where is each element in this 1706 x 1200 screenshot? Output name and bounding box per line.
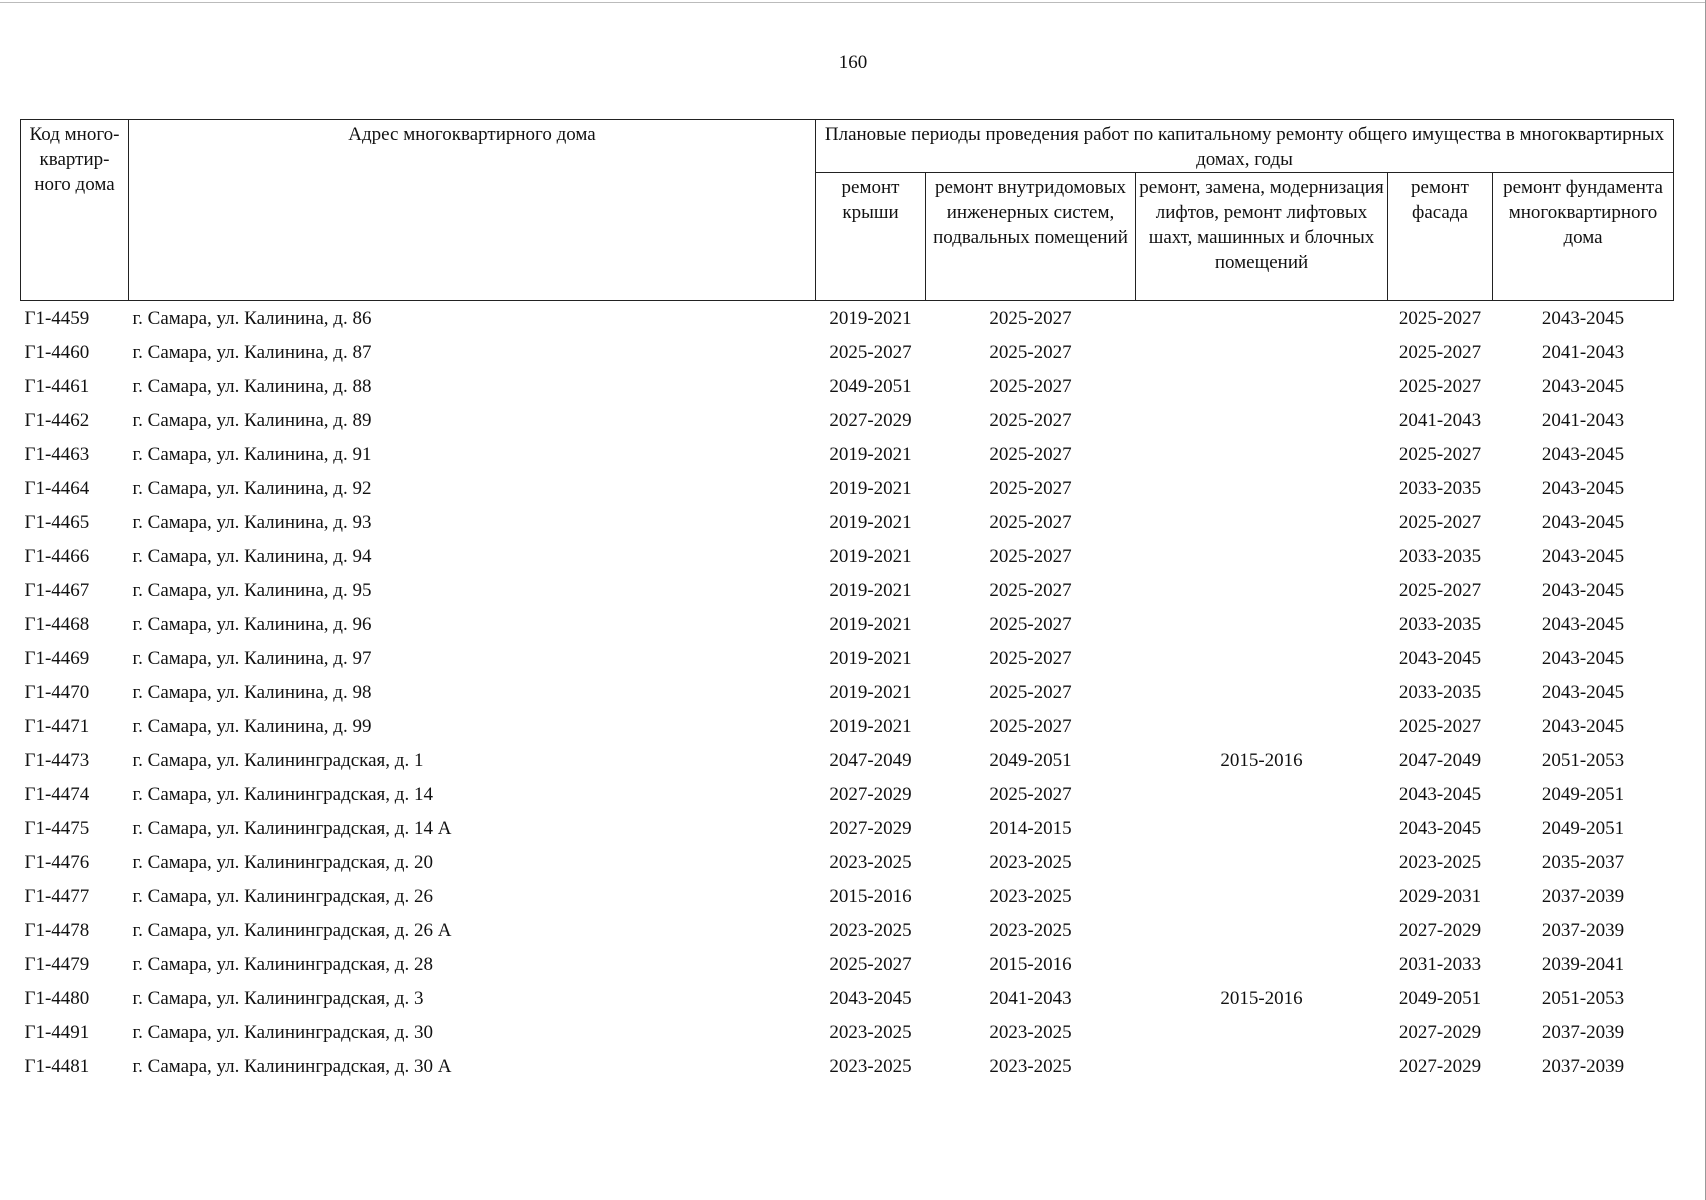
cell-address: г. Самара, ул. Калининградская, д. 14 xyxy=(132,783,433,805)
table-row xyxy=(21,607,1674,641)
cell-foundation: 2043-2045 xyxy=(1541,613,1625,635)
cell-foundation: 2043-2045 xyxy=(1541,579,1625,601)
cell-engineering: 2023-2025 xyxy=(989,1055,1072,1077)
cell-facade: 2041-2043 xyxy=(1398,409,1482,431)
cell-facade: 2043-2045 xyxy=(1398,647,1482,669)
cell-facade: 2033-2035 xyxy=(1398,545,1482,567)
cell-elevators xyxy=(1136,335,1388,369)
cell-foundation: 2039-2041 xyxy=(1541,953,1625,975)
cell-code: Г1-4481 xyxy=(24,1055,90,1077)
cell-code: Г1-4473 xyxy=(24,749,90,771)
cell-code: Г1-4478 xyxy=(24,919,90,941)
cell-engineering: 2015-2016 xyxy=(989,953,1072,975)
cell-foundation: 2043-2045 xyxy=(1541,511,1625,533)
cell-foundation: 2043-2045 xyxy=(1541,375,1625,397)
cell-code: Г1-4469 xyxy=(24,647,90,669)
cell-code: Г1-4471 xyxy=(24,715,90,737)
cell-roof: 2049-2051 xyxy=(829,375,912,397)
cell-engineering: 2049-2051 xyxy=(989,749,1072,771)
cell-foundation: 2043-2045 xyxy=(1541,545,1625,567)
cell-facade: 2027-2029 xyxy=(1398,1021,1482,1043)
cell-address: г. Самара, ул. Калинина, д. 96 xyxy=(132,613,372,635)
cell-elevators xyxy=(1136,1049,1388,1083)
table-row xyxy=(21,811,1674,845)
cell-roof: 2015-2016 xyxy=(829,885,912,907)
cell-address: г. Самара, ул. Калининградская, д. 14 А xyxy=(132,817,452,839)
table-row xyxy=(21,641,1674,675)
cell-address: г. Самара, ул. Калининградская, д. 3 xyxy=(132,987,424,1009)
cell-code: Г1-4462 xyxy=(24,409,90,431)
cell-facade: 2025-2027 xyxy=(1398,579,1482,601)
cell-address: г. Самара, ул. Калинина, д. 95 xyxy=(132,579,372,601)
cell-roof: 2043-2045 xyxy=(829,987,912,1009)
cell-roof: 2019-2021 xyxy=(829,681,912,703)
table-header xyxy=(21,120,1674,301)
cell-address: г. Самара, ул. Калинина, д. 99 xyxy=(132,715,372,737)
cell-code: Г1-4464 xyxy=(24,477,90,499)
cell-code: Г1-4477 xyxy=(24,885,90,907)
header-roof: ремонт крыши xyxy=(816,173,926,301)
cell-roof: 2019-2021 xyxy=(829,545,912,567)
cell-roof: 2027-2029 xyxy=(829,783,912,805)
cell-roof: 2019-2021 xyxy=(829,477,912,499)
page-number: 160 xyxy=(838,52,868,73)
cell-roof: 2019-2021 xyxy=(829,511,912,533)
cell-engineering: 2025-2027 xyxy=(989,511,1072,533)
cell-foundation: 2035-2037 xyxy=(1541,851,1625,873)
cell-facade: 2025-2027 xyxy=(1398,511,1482,533)
cell-code: Г1-4491 xyxy=(24,1021,90,1043)
table-row xyxy=(21,403,1674,437)
cell-elevators xyxy=(1136,913,1388,947)
header-periods-group: Плановые периоды проведения работ по капитальному ремонту общего имущества в многоквартирных домах, годы xyxy=(816,120,1674,173)
cell-code: Г1-4463 xyxy=(24,443,90,465)
cell-engineering: 2023-2025 xyxy=(989,919,1072,941)
cell-foundation: 2051-2053 xyxy=(1541,749,1625,771)
cell-foundation: 2043-2045 xyxy=(1541,681,1625,703)
table-row xyxy=(21,505,1674,539)
table-row xyxy=(21,947,1674,981)
cell-foundation: 2043-2045 xyxy=(1541,715,1625,737)
cell-elevators xyxy=(1136,947,1388,981)
cell-address: г. Самара, ул. Калининградская, д. 26 xyxy=(132,885,433,907)
cell-facade: 2027-2029 xyxy=(1398,919,1482,941)
cell-facade: 2031-2033 xyxy=(1398,953,1482,975)
cell-elevators xyxy=(1136,641,1388,675)
cell-facade: 2049-2051 xyxy=(1398,987,1482,1009)
cell-roof: 2019-2021 xyxy=(829,715,912,737)
header-elevators: ремонт, замена, модернизация лифтов, ремонт лифтовых шахт, машинных и блочных помещений xyxy=(1136,173,1388,301)
cell-roof: 2019-2021 xyxy=(829,307,912,329)
cell-engineering: 2023-2025 xyxy=(989,885,1072,907)
cell-address: г. Самара, ул. Калинина, д. 87 xyxy=(132,341,372,363)
cell-address: г. Самара, ул. Калинина, д. 88 xyxy=(132,375,372,397)
cell-code: Г1-4468 xyxy=(24,613,90,635)
table-row xyxy=(21,743,1674,777)
cell-roof: 2023-2025 xyxy=(829,1021,912,1043)
cell-code: Г1-4476 xyxy=(24,851,90,873)
cell-address: г. Самара, ул. Калинина, д. 93 xyxy=(132,511,372,533)
cell-engineering: 2025-2027 xyxy=(989,443,1072,465)
cell-address: г. Самара, ул. Калининградская, д. 28 xyxy=(132,953,433,975)
header-address: Адрес многоквартирного дома xyxy=(129,120,816,301)
cell-roof: 2023-2025 xyxy=(829,919,912,941)
cell-facade: 2025-2027 xyxy=(1398,715,1482,737)
cell-roof: 2019-2021 xyxy=(829,443,912,465)
cell-roof: 2019-2021 xyxy=(829,579,912,601)
cell-elevators xyxy=(1136,607,1388,641)
cell-foundation: 2049-2051 xyxy=(1541,783,1625,805)
cell-engineering: 2025-2027 xyxy=(989,341,1072,363)
cell-address: г. Самара, ул. Калининградская, д. 20 xyxy=(132,851,433,873)
cell-foundation: 2041-2043 xyxy=(1541,409,1625,431)
table-row xyxy=(21,301,1674,336)
cell-facade: 2025-2027 xyxy=(1398,443,1482,465)
cell-facade: 2029-2031 xyxy=(1398,885,1482,907)
cell-elevators xyxy=(1136,369,1388,403)
table-row xyxy=(21,1049,1674,1083)
cell-elevators xyxy=(1136,709,1388,743)
cell-elevators: 2015-2016 xyxy=(1220,987,1303,1009)
header-facade: ремонт фасада xyxy=(1388,173,1493,301)
table-row xyxy=(21,675,1674,709)
cell-elevators: 2015-2016 xyxy=(1220,749,1303,771)
cell-address: г. Самара, ул. Калинина, д. 94 xyxy=(132,545,372,567)
cell-elevators xyxy=(1136,539,1388,573)
cell-code: Г1-4470 xyxy=(24,681,90,703)
cell-foundation: 2041-2043 xyxy=(1541,341,1625,363)
cell-foundation: 2037-2039 xyxy=(1541,885,1625,907)
cell-engineering: 2025-2027 xyxy=(989,545,1072,567)
cell-roof: 2019-2021 xyxy=(829,613,912,635)
cell-foundation: 2051-2053 xyxy=(1541,987,1625,1009)
cell-code: Г1-4479 xyxy=(24,953,90,975)
table-row xyxy=(21,471,1674,505)
cell-address: г. Самара, ул. Калинина, д. 86 xyxy=(132,307,372,329)
cell-roof: 2047-2049 xyxy=(829,749,912,771)
cell-engineering: 2025-2027 xyxy=(989,579,1072,601)
cell-elevators xyxy=(1136,811,1388,845)
cell-elevators xyxy=(1136,845,1388,879)
cell-facade: 2033-2035 xyxy=(1398,477,1482,499)
cell-facade: 2027-2029 xyxy=(1398,1055,1482,1077)
table-row xyxy=(21,913,1674,947)
cell-address: г. Самара, ул. Калининградская, д. 30 А xyxy=(132,1055,452,1077)
cell-address: г. Самара, ул. Калининградская, д. 30 xyxy=(132,1021,433,1043)
cell-roof: 2025-2027 xyxy=(829,341,912,363)
cell-engineering: 2025-2027 xyxy=(989,783,1072,805)
cell-roof: 2025-2027 xyxy=(829,953,912,975)
cell-facade: 2043-2045 xyxy=(1398,817,1482,839)
table-row xyxy=(21,879,1674,913)
cell-code: Г1-4460 xyxy=(24,341,90,363)
cell-code: Г1-4474 xyxy=(24,783,90,805)
cell-address: г. Самара, ул. Калининградская, д. 26 А xyxy=(132,919,452,941)
cell-roof: 2019-2021 xyxy=(829,647,912,669)
cell-elevators xyxy=(1136,471,1388,505)
cell-engineering: 2023-2025 xyxy=(989,851,1072,873)
cell-roof: 2027-2029 xyxy=(829,409,912,431)
cell-facade: 2043-2045 xyxy=(1398,783,1482,805)
scan-top-edge xyxy=(0,2,1706,3)
cell-facade: 2025-2027 xyxy=(1398,341,1482,363)
cell-foundation: 2043-2045 xyxy=(1541,647,1625,669)
cell-roof: 2023-2025 xyxy=(829,1055,912,1077)
cell-foundation: 2037-2039 xyxy=(1541,1021,1625,1043)
cell-elevators xyxy=(1136,403,1388,437)
cell-foundation: 2043-2045 xyxy=(1541,477,1625,499)
header-foundation: ремонт фундамента многоквартирного дома xyxy=(1493,173,1674,301)
cell-code: Г1-4465 xyxy=(24,511,90,533)
cell-facade: 2047-2049 xyxy=(1398,749,1482,771)
cell-address: г. Самара, ул. Калинина, д. 91 xyxy=(132,443,372,465)
cell-address: г. Самара, ул. Калинина, д. 98 xyxy=(132,681,372,703)
cell-engineering: 2025-2027 xyxy=(989,715,1072,737)
cell-elevators xyxy=(1136,437,1388,471)
cell-code: Г1-4480 xyxy=(24,987,90,1009)
cell-foundation: 2037-2039 xyxy=(1541,1055,1625,1077)
cell-roof: 2027-2029 xyxy=(829,817,912,839)
cell-engineering: 2025-2027 xyxy=(989,477,1072,499)
cell-foundation: 2037-2039 xyxy=(1541,919,1625,941)
cell-facade: 2033-2035 xyxy=(1398,681,1482,703)
header-row-top xyxy=(21,120,1674,173)
table-row xyxy=(21,845,1674,879)
cell-engineering: 2025-2027 xyxy=(989,375,1072,397)
cell-code: Г1-4461 xyxy=(24,375,90,397)
cell-address: г. Самара, ул. Калининградская, д. 1 xyxy=(132,749,424,771)
cell-elevators xyxy=(1136,879,1388,913)
table-row xyxy=(21,709,1674,743)
cell-code: Г1-4459 xyxy=(24,307,90,329)
table-row xyxy=(21,437,1674,471)
cell-facade: 2025-2027 xyxy=(1398,375,1482,397)
table-row xyxy=(21,981,1674,1015)
cell-elevators xyxy=(1136,505,1388,539)
table-row xyxy=(21,777,1674,811)
cell-roof: 2023-2025 xyxy=(829,851,912,873)
cell-elevators xyxy=(1136,301,1388,336)
cell-facade: 2023-2025 xyxy=(1398,851,1482,873)
cell-elevators xyxy=(1136,573,1388,607)
table-body xyxy=(21,301,1674,1084)
cell-elevators xyxy=(1136,777,1388,811)
cell-address: г. Самара, ул. Калинина, д. 97 xyxy=(132,647,372,669)
cell-code: Г1-4466 xyxy=(24,545,90,567)
cell-address: г. Самара, ул. Калинина, д. 92 xyxy=(132,477,372,499)
cell-engineering: 2025-2027 xyxy=(989,307,1072,329)
cell-code: Г1-4467 xyxy=(24,579,90,601)
cell-engineering: 2041-2043 xyxy=(989,987,1072,1009)
cell-foundation: 2043-2045 xyxy=(1541,443,1625,465)
cell-engineering: 2025-2027 xyxy=(989,613,1072,635)
header-engineering: ремонт внутридомовых инженерных систем, подвальных помещений xyxy=(926,173,1136,301)
table-row xyxy=(21,573,1674,607)
cell-engineering: 2025-2027 xyxy=(989,647,1072,669)
cell-facade: 2033-2035 xyxy=(1398,613,1482,635)
cell-engineering: 2025-2027 xyxy=(989,681,1072,703)
cell-foundation: 2043-2045 xyxy=(1541,307,1625,329)
cell-elevators xyxy=(1136,1015,1388,1049)
table-row xyxy=(21,539,1674,573)
cell-facade: 2025-2027 xyxy=(1398,307,1482,329)
cell-foundation: 2049-2051 xyxy=(1541,817,1625,839)
table-row xyxy=(21,335,1674,369)
cell-elevators xyxy=(1136,675,1388,709)
repair-plan-table xyxy=(20,119,1674,1083)
table-row xyxy=(21,1015,1674,1049)
cell-address: г. Самара, ул. Калинина, д. 89 xyxy=(132,409,372,431)
header-code: Код много-квартир-ного дома xyxy=(21,120,129,301)
cell-engineering: 2014-2015 xyxy=(989,817,1072,839)
table-row xyxy=(21,369,1674,403)
cell-engineering: 2025-2027 xyxy=(989,409,1072,431)
cell-engineering: 2023-2025 xyxy=(989,1021,1072,1043)
cell-code: Г1-4475 xyxy=(24,817,90,839)
